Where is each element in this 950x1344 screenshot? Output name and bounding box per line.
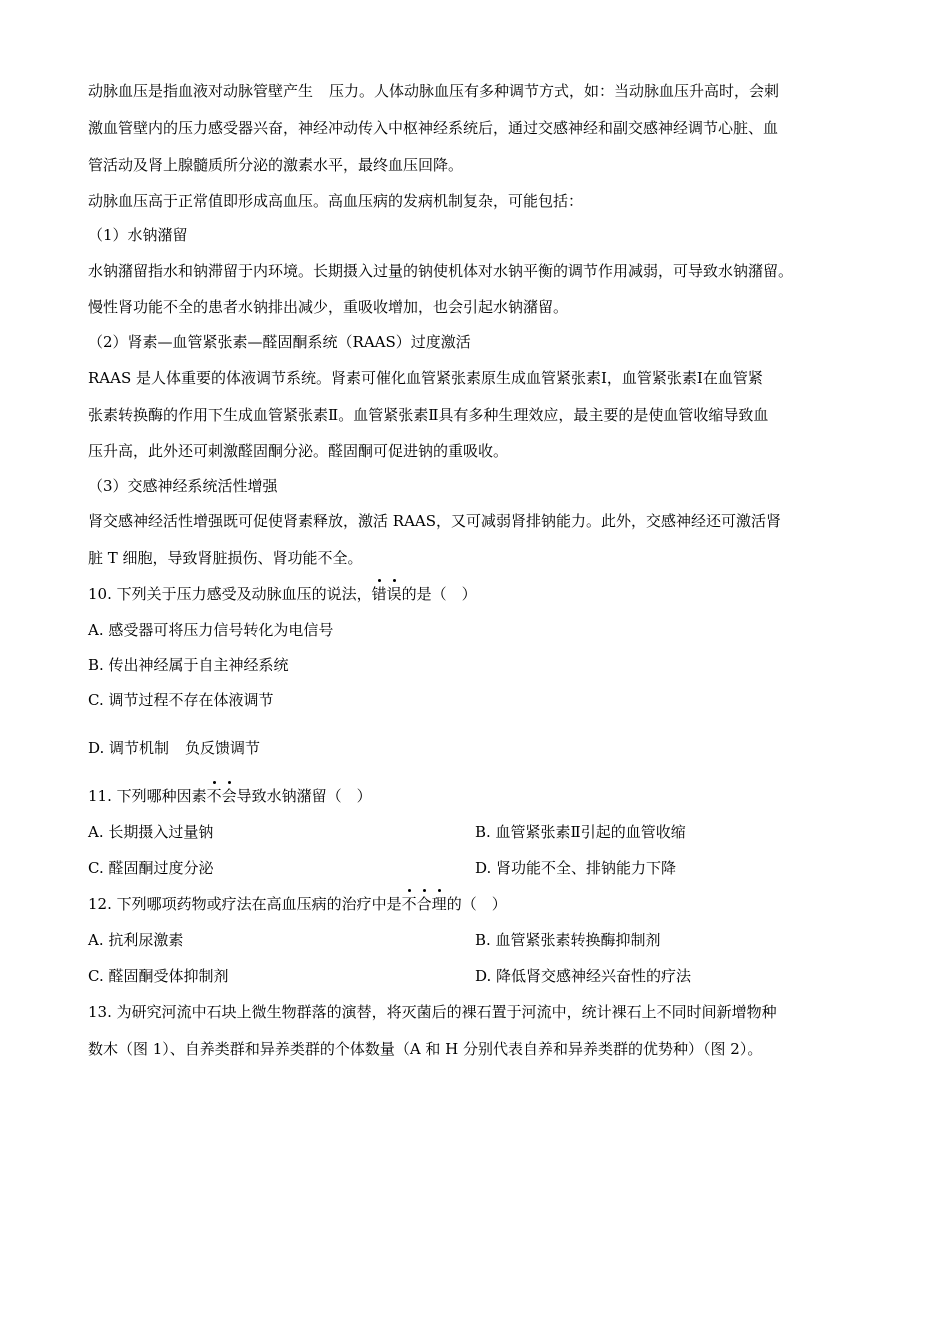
section-heading-2: （2）肾素—血管紧张素—醛固酮系统（RAAS）过度激活 [88,333,471,351]
question-10-option-b[interactable]: B. 传出神经属于自主神经系统 [88,656,289,674]
question-12-option-a[interactable]: A. 抗利尿激素 [88,931,184,949]
section-2-line-1: RAAS 是人体重要的体液调节系统。肾素可催化血管紧张素原生成血管紧张素Ⅰ，血管紧张素Ⅰ在血管紧 [88,369,763,387]
question-10-option-d[interactable] [88,737,260,759]
question-10-option-c[interactable]: C. 调节过程不存在体液调节 [88,691,274,709]
emphasis-char: 合 [416,895,432,913]
stem-text: 的（ ） [446,895,507,913]
stem-text: 11. 下列哪种因素 [88,787,207,805]
question-12-stem [88,893,507,915]
question-11-option-b[interactable]: B. 血管紧张素Ⅱ引起的血管收缩 [475,823,686,841]
emphasis-char: 不 [206,787,222,805]
section-2-line-2: 张素转换酶的作用下生成血管紧张素Ⅱ。血管紧张素Ⅱ具有多种生理效应，最主要的是使血管收缩导致血 [88,406,769,424]
stem-text: 的是（ ） [401,585,477,603]
question-13-stem-line-2: 数木（图 1）、自养类群和异养类群的个体数量（A 和 H 分别代表自养和异养类群的优势种）（图 2）。 [88,1040,763,1058]
stem-text: 10. 下列关于压力感受及动脉血压的说法， [88,585,372,603]
section-1-line-1: 水钠潴留指水和钠滞留于内环境。长期摄入过量的钠使机体对水钠平衡的调节作用减弱，可导致水钠潴留。 [88,262,794,280]
option-text: D. 调节机制 [88,739,170,757]
question-11-option-c[interactable]: C. 醛固酮过度分泌 [88,859,214,877]
passage-paragraph-1-line-3: 管活动及肾上腺髓质所分泌的激素水平，最终血压回降。 [88,156,464,174]
question-12-option-b[interactable]: B. 血管紧张素转换酶抑制剂 [475,931,661,949]
section-heading-3: （3）交感神经系统活性增强 [88,477,278,495]
text-segment: 动脉血压是指血液对动脉管壁产生 [88,82,314,100]
question-12-option-d[interactable]: D. 降低肾交感神经兴奋性的疗法 [475,967,692,985]
passage-paragraph-2: 动脉血压高于正常值即形成高血压。高血压病的发病机制复杂，可能包括： [88,192,584,210]
question-10-stem [88,583,477,605]
option-text: 负反馈调节 [185,739,261,757]
stem-text: 12. 下列哪项药物或疗法在高血压病的治疗中是 [88,895,402,913]
emphasis-char: 误 [386,585,402,603]
emphasis-char: 理 [431,895,447,913]
question-12-option-c[interactable]: C. 醛固酮受体抑制剂 [88,967,229,985]
emphasis-char: 错 [371,585,387,603]
section-3-line-1: 肾交感神经活性增强既可促使肾素释放，激活 RAAS，又可减弱肾排钠能力。此外，交感神经还可激活肾 [88,512,782,530]
question-10-option-a[interactable]: A. 感受器可将压力信号转化为电信号 [88,621,334,639]
section-heading-1: （1）水钠潴留 [88,226,188,244]
section-3-line-2: 脏 T 细胞，导致肾脏损伤、肾功能不全。 [88,549,363,567]
question-13-stem-line-1: 13. 为研究河流中石块上微生物群落的演替，将灭菌后的裸石置于河流中，统计裸石上不同时间新增物种 [88,1003,777,1021]
text-segment: 压力。人体动脉血压有多种调节方式，如：当动脉血压升高时，会刺 [329,82,780,100]
passage-paragraph-1-line-2: 激血管壁内的压力感受器兴奋，神经冲动传入中枢神经系统后，通过交感神经和副交感神经调节心脏、血 [88,119,779,137]
emphasis-char: 不 [401,895,417,913]
section-1-line-2: 慢性肾功能不全的患者水钠排出减少，重吸收增加，也会引起水钠潴留。 [88,298,569,316]
question-11-option-a[interactable]: A. 长期摄入过量钠 [88,823,214,841]
question-11-option-d[interactable]: D. 肾功能不全、排钠能力下降 [475,859,677,877]
emphasis-char: 会 [221,787,237,805]
stem-text: 导致水钠潴留（ ） [236,787,372,805]
question-11-stem [88,785,372,807]
passage-paragraph-1-line-1 [88,80,779,102]
section-2-line-3: 压升高，此外还可刺激醛固酮分泌。醛固酮可促进钠的重吸收。 [88,442,509,460]
